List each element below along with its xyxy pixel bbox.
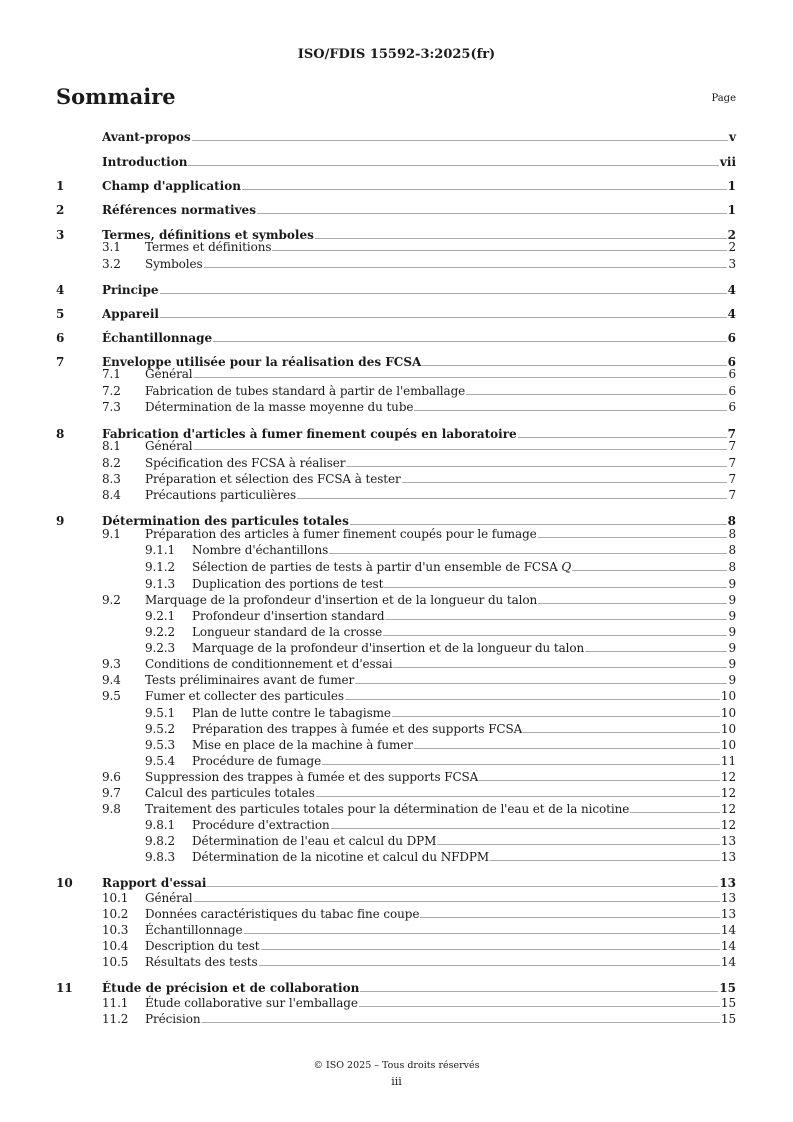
- toc-entry-page: 2: [727, 228, 736, 242]
- toc-entry[interactable]: [56, 153, 736, 169]
- toc-entry-title: Traitement des particules totales pour la détermination de l'eau et de la nicotine: [145, 802, 630, 816]
- toc-entry-page: 9: [728, 593, 736, 607]
- toc-entry[interactable]: [56, 400, 736, 414]
- dot-leader: [538, 603, 727, 604]
- toc-entry-number: 11.2: [102, 1012, 129, 1026]
- toc-entry[interactable]: [56, 257, 736, 271]
- toc-entry-number: 9.1.1: [145, 543, 176, 557]
- toc-entry-title: Tests préliminaires avant de fumer: [145, 673, 355, 687]
- toc-entry-number: 3.2: [102, 257, 121, 271]
- toc-entry-title: Général: [145, 891, 193, 905]
- toc-entry[interactable]: [56, 786, 736, 800]
- dot-leader: [414, 410, 727, 411]
- toc-entry-number: 7.1: [102, 367, 121, 381]
- toc-entry-page: 2: [728, 240, 736, 254]
- toc-entry-title: Échantillonnage: [102, 331, 213, 345]
- toc-entry-title: Étude de précision et de collaboration: [102, 981, 360, 995]
- toc-entry[interactable]: [56, 577, 736, 591]
- dot-leader: [194, 901, 720, 902]
- dot-leader: [422, 365, 726, 366]
- toc-entry-number: 9.3: [102, 657, 121, 671]
- toc-entry-title: Mise en place de la machine à fumer: [192, 738, 413, 752]
- toc-entry-page: 9: [728, 657, 736, 671]
- toc-entry-number: 2: [56, 203, 65, 217]
- dot-leader: [192, 140, 728, 141]
- toc-entry-title: Références normatives: [102, 203, 256, 217]
- toc-entry-number: 6: [56, 331, 65, 345]
- dot-leader: [160, 317, 727, 318]
- toc-entry-page: 15: [720, 1012, 736, 1026]
- toc-entry-page: 9: [728, 673, 736, 687]
- dot-leader: [538, 537, 728, 538]
- toc-entry-title: Détermination de la nicotine et calcul du NFDPM: [192, 850, 490, 864]
- toc-entry[interactable]: [56, 874, 736, 890]
- toc-entry-number: 4: [56, 283, 65, 297]
- toc-entry-title: Étude collaborative sur l'emballage: [145, 996, 358, 1010]
- toc-entry[interactable]: [56, 384, 736, 398]
- toc-entry-number: 8.4: [102, 488, 121, 502]
- dot-leader: [490, 860, 720, 861]
- toc-entry-title: Marquage de la profondeur d'insertion et de la longueur du talon: [192, 641, 585, 655]
- toc-entry-page: 13: [720, 891, 736, 905]
- toc-entry-title: Description du test: [145, 939, 260, 953]
- dot-leader: [257, 213, 727, 214]
- dot-leader: [360, 991, 718, 992]
- dot-leader: [630, 812, 720, 813]
- toc-entry[interactable]: [56, 177, 736, 193]
- toc-entry[interactable]: [56, 850, 736, 864]
- toc-entry-title: Duplication des portions de test: [192, 577, 384, 591]
- toc-entry-number: 9.1: [102, 527, 121, 541]
- toc-entry-number: 9.8: [102, 802, 121, 816]
- toc-entry-title: Fabrication d'articles à fumer finement coupés en laboratoire: [102, 427, 517, 441]
- dot-leader: [355, 683, 727, 684]
- dot-leader: [194, 377, 728, 378]
- toc-entry-page: 14: [720, 939, 736, 953]
- toc-entry-title: Détermination de l'eau et calcul du DPM: [192, 834, 437, 848]
- dot-leader: [384, 587, 727, 588]
- toc-entry-title: Profondeur d'insertion standard: [192, 609, 385, 623]
- dot-leader: [329, 553, 727, 554]
- toc-entry-title: Plan de lutte contre le tabagisme: [192, 706, 391, 720]
- toc-entry[interactable]: [56, 996, 736, 1010]
- toc-entry-title: Procédure d'extraction: [192, 818, 330, 832]
- toc-entry-page: 4: [727, 307, 736, 321]
- toc-entry-page: v: [729, 130, 736, 144]
- toc-entry[interactable]: [56, 722, 736, 736]
- toc-entry[interactable]: [56, 979, 736, 995]
- toc-entry-title: Détermination des particules totales: [102, 514, 349, 528]
- toc-entry-page: 9: [728, 577, 736, 591]
- toc-entry[interactable]: [56, 802, 736, 816]
- toc-entry-page: vii: [719, 155, 736, 169]
- toc-entry-title: Préparation des articles à fumer finement coupés pour le fumage: [145, 527, 537, 541]
- dot-leader: [194, 449, 728, 450]
- toc-entry[interactable]: [56, 456, 736, 470]
- toc-entry-title: Suppression des trappes à fumée et des supports FCSA: [145, 770, 479, 784]
- toc-entry-number: 10.3: [102, 923, 129, 937]
- dot-leader: [393, 667, 727, 668]
- toc-entry-title: Appareil: [102, 307, 159, 321]
- toc-entry-number: 11.1: [102, 996, 129, 1010]
- dot-leader: [345, 699, 720, 700]
- toc-entry-page: 6: [728, 384, 736, 398]
- toc-entry-page: 3: [728, 257, 736, 271]
- toc-entry-title: Enveloppe utilisée pour la réalisation des FCSA: [102, 355, 422, 369]
- toc-entry[interactable]: [56, 657, 736, 671]
- toc-entry-page: 13: [720, 834, 736, 848]
- toc-entry-page: 9: [728, 641, 736, 655]
- toc-entry[interactable]: [56, 281, 736, 297]
- toc-entry-number: 9.8.3: [145, 850, 176, 864]
- toc-entry-page: 8: [728, 527, 736, 541]
- dot-leader: [420, 917, 720, 918]
- dot-leader: [359, 1006, 720, 1007]
- toc-entry-page: 9: [728, 609, 736, 623]
- toc-entry-page: 7: [727, 427, 736, 441]
- toc-entry[interactable]: [56, 641, 736, 655]
- page-title: Sommaire: [56, 84, 176, 109]
- toc-entry-page: 9: [728, 625, 736, 639]
- toc-entry-page: 6: [728, 367, 736, 381]
- toc-entry-title: Rapport d'essai: [102, 876, 207, 890]
- toc-entry[interactable]: [56, 923, 736, 937]
- toc-entry[interactable]: [56, 834, 736, 848]
- toc-entry-page: 1: [727, 179, 736, 193]
- dot-leader: [160, 293, 727, 294]
- toc-entry-page: 10: [720, 738, 736, 752]
- toc-entry[interactable]: [56, 955, 736, 969]
- dot-leader: [402, 482, 728, 483]
- toc-entry[interactable]: [56, 891, 736, 905]
- toc-entry-title: Principe: [102, 283, 159, 297]
- toc-entry-page: 7: [728, 456, 736, 470]
- toc-entry[interactable]: [56, 472, 736, 486]
- toc-entry-number: 9: [56, 514, 65, 528]
- toc-entry-number: 9.2.2: [145, 625, 176, 639]
- toc-entry-number: 10: [56, 876, 73, 890]
- toc-entry-page: 12: [720, 802, 736, 816]
- toc-entry-number: 7: [56, 355, 65, 369]
- toc-entry-number: 9.1.3: [145, 577, 176, 591]
- dot-leader: [350, 524, 727, 525]
- toc-entry-page: 8: [728, 560, 736, 574]
- toc-entry[interactable]: [56, 770, 736, 784]
- toc-entry[interactable]: [56, 689, 736, 703]
- toc-entry-page: 13: [719, 876, 736, 890]
- toc-entry[interactable]: [56, 240, 736, 254]
- toc-entry-title: Longueur standard de la crosse: [192, 625, 383, 639]
- toc-entry-title: Conditions de conditionnement et d'essai: [145, 657, 393, 671]
- toc-entry-number: 10.5: [102, 955, 129, 969]
- dot-leader: [259, 965, 720, 966]
- toc-entry-number: 7.3: [102, 400, 121, 414]
- toc-entry[interactable]: [56, 305, 736, 321]
- toc-entry-title: Préparation et sélection des FCSA à tester: [145, 472, 401, 486]
- toc-entry-title: Résultats des tests: [145, 955, 258, 969]
- toc-entry-title: Données caractéristiques du tabac fine coupe: [145, 907, 420, 921]
- toc-entry-number: 10.4: [102, 939, 129, 953]
- toc-entry-number: 9.2.3: [145, 641, 176, 655]
- dot-leader: [331, 828, 720, 829]
- toc-entry-number: 10.2: [102, 907, 129, 921]
- toc-entry-number: 9.2: [102, 593, 121, 607]
- toc-entry[interactable]: [56, 439, 736, 453]
- toc-entry[interactable]: [56, 609, 736, 623]
- toc-entry-title: Fumer et collecter des particules: [145, 689, 344, 703]
- dot-leader: [383, 635, 727, 636]
- toc-entry[interactable]: [56, 329, 736, 345]
- toc-entry-title: Procédure de fumage: [192, 754, 322, 768]
- toc-entry-page: 15: [719, 981, 736, 995]
- dot-leader: [585, 651, 727, 652]
- toc-entry-number: 11: [56, 981, 73, 995]
- dot-leader: [188, 165, 718, 166]
- toc-entry[interactable]: [56, 1012, 736, 1026]
- page-number: iii: [391, 1075, 402, 1088]
- toc-entry[interactable]: [56, 706, 736, 720]
- dot-leader: [244, 933, 720, 934]
- toc-entry[interactable]: [56, 367, 736, 381]
- toc-entry-number: 9.7: [102, 786, 121, 800]
- toc-entry[interactable]: [56, 625, 736, 639]
- dot-leader: [202, 1022, 720, 1023]
- dot-leader: [315, 238, 727, 239]
- toc-entry[interactable]: [56, 738, 736, 752]
- dot-leader: [572, 570, 727, 571]
- toc-entry-page: 15: [720, 996, 736, 1010]
- toc-entry-page: 10: [720, 689, 736, 703]
- toc-entry-page: 13: [720, 850, 736, 864]
- toc-entry-number: 9.8.1: [145, 818, 176, 832]
- toc-entry-title: Champ d'application: [102, 179, 241, 193]
- page-column-label: Page: [711, 93, 736, 104]
- toc-entry-number: 8.3: [102, 472, 121, 486]
- toc-entry-number: 9.5.2: [145, 722, 176, 736]
- toc-entry-title: Préparation des trappes à fumée et des supports FCSA: [192, 722, 523, 736]
- toc-entry[interactable]: [56, 907, 736, 921]
- toc-entry[interactable]: [56, 560, 736, 574]
- toc-entry-title: Fabrication de tubes standard à partir de l'emballage: [145, 384, 466, 398]
- toc-entry-number: 9.5.4: [145, 754, 176, 768]
- dot-leader: [213, 341, 726, 342]
- dot-leader: [346, 466, 727, 467]
- toc-entry-page: 13: [720, 907, 736, 921]
- toc-entry-number: 9.2.1: [145, 609, 176, 623]
- toc-entry-number: 1: [56, 179, 65, 193]
- toc-entry-number: 7.2: [102, 384, 121, 398]
- toc-entry[interactable]: [56, 201, 736, 217]
- toc-entry[interactable]: [56, 754, 736, 768]
- toc-entry-number: 9.5.3: [145, 738, 176, 752]
- toc-entry-title: Calcul des particules totales: [145, 786, 315, 800]
- toc-entry-title: Marquage de la profondeur d'insertion et de la longueur du talon: [145, 593, 538, 607]
- toc-entry[interactable]: [56, 527, 736, 541]
- toc-entry-title: Précautions particulières: [145, 488, 297, 502]
- toc-entry-title: Détermination de la masse moyenne du tube: [145, 400, 414, 414]
- toc-entry-number: 8.2: [102, 456, 121, 470]
- dot-leader: [297, 498, 727, 499]
- toc-entry-title: Nombre d'échantillons: [192, 543, 329, 557]
- toc-entry-page: 12: [720, 770, 736, 784]
- dot-leader: [518, 437, 727, 438]
- toc-entry[interactable]: [56, 673, 736, 687]
- toc-entry[interactable]: [56, 128, 736, 144]
- toc-entry-page: 12: [720, 786, 736, 800]
- toc-entry-title: Échantillonnage: [145, 923, 243, 937]
- toc-entry-page: 8: [727, 514, 736, 528]
- toc-entry-page: 14: [720, 955, 736, 969]
- toc-entry-number: 8: [56, 427, 65, 441]
- dot-leader: [242, 189, 727, 190]
- toc-entry-title: Général: [145, 367, 193, 381]
- toc-entry-number: 5: [56, 307, 65, 321]
- dot-leader: [392, 716, 720, 717]
- toc-entry-number: 9.5.1: [145, 706, 176, 720]
- toc-entry-page: 7: [728, 488, 736, 502]
- toc-entry-page: 6: [727, 355, 736, 369]
- toc-entry[interactable]: [56, 512, 736, 528]
- dot-leader: [385, 619, 727, 620]
- dot-leader: [204, 267, 728, 268]
- toc-entry-page: 10: [720, 706, 736, 720]
- toc-entry-number: 9.6: [102, 770, 121, 784]
- toc-entry-number: 8.1: [102, 439, 121, 453]
- toc-entry-title: Spécification des FCSA à réaliser: [145, 456, 346, 470]
- dot-leader: [322, 764, 720, 765]
- copyright-footer: © ISO 2025 – Tous droits réservés: [313, 1060, 480, 1071]
- toc-entry-title: Termes, définitions et symboles: [102, 228, 314, 242]
- toc-entry-page: 14: [720, 923, 736, 937]
- toc-entry-title: Sélection de parties de tests à partir d'un ensemble de FCSA Q: [192, 560, 572, 574]
- toc-entry-number: 9.1.2: [145, 560, 176, 574]
- toc-entry-page: 12: [720, 818, 736, 832]
- dot-leader: [261, 949, 720, 950]
- dot-leader: [207, 886, 718, 887]
- toc-entry-page: 8: [728, 543, 736, 557]
- toc-entry-number: 9.8.2: [145, 834, 176, 848]
- toc-entry[interactable]: [56, 593, 736, 607]
- toc-entry-number: 3: [56, 228, 65, 242]
- toc-entry-title: Avant-propos: [102, 130, 191, 144]
- dot-leader: [466, 394, 727, 395]
- document-id-header: ISO/FDIS 15592-3:2025(fr): [297, 47, 496, 62]
- toc-entry-number: 3.1: [102, 240, 121, 254]
- toc-entry-title: Précision: [145, 1012, 201, 1026]
- toc-entry-title: Général: [145, 439, 193, 453]
- toc-entry[interactable]: [56, 488, 736, 502]
- dot-leader: [414, 748, 720, 749]
- toc-entry-title: Termes et définitions: [145, 240, 272, 254]
- toc-entry-title: Symboles: [145, 257, 203, 271]
- toc-entry-page: 7: [728, 472, 736, 486]
- toc-entry-page: 10: [720, 722, 736, 736]
- toc-entry-page: 7: [728, 439, 736, 453]
- toc-entry-page: 1: [727, 203, 736, 217]
- toc-entry-page: 4: [727, 283, 736, 297]
- toc-entry-page: 11: [720, 754, 736, 768]
- toc-entry[interactable]: [56, 939, 736, 953]
- dot-leader: [437, 844, 720, 845]
- toc-entry-number: 10.1: [102, 891, 129, 905]
- toc-entry[interactable]: [56, 818, 736, 832]
- dot-leader: [479, 780, 720, 781]
- toc-entry-page: 6: [728, 400, 736, 414]
- dot-leader: [523, 732, 720, 733]
- dot-leader: [316, 796, 720, 797]
- toc-entry-title: Introduction: [102, 155, 188, 169]
- toc-entry-page: 6: [727, 331, 736, 345]
- toc-entry-number: 9.5: [102, 689, 121, 703]
- dot-leader: [272, 250, 727, 251]
- toc-entry-number: 9.4: [102, 673, 121, 687]
- toc-entry[interactable]: [56, 543, 736, 557]
